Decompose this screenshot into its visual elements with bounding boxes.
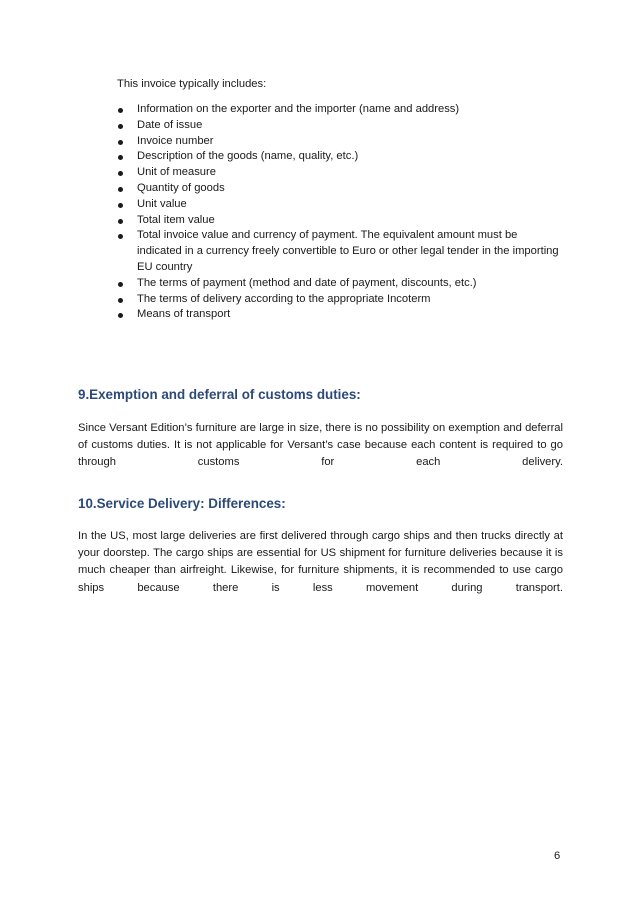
bullet-icon bbox=[118, 313, 123, 318]
list-item: Quantity of goods bbox=[118, 181, 563, 197]
bullet-icon bbox=[118, 203, 123, 208]
bullet-icon bbox=[118, 171, 123, 176]
invoice-intro-text: This invoice typically includes: bbox=[117, 78, 267, 90]
bullet-icon bbox=[118, 140, 123, 145]
bullet-icon bbox=[118, 108, 123, 113]
bullet-icon bbox=[118, 187, 123, 192]
bullet-icon bbox=[118, 124, 123, 129]
section-10-heading: 10.Service Delivery: Differences: bbox=[78, 496, 286, 511]
bullet-icon bbox=[118, 234, 123, 239]
bullet-icon bbox=[118, 298, 123, 303]
invoice-contents-list bbox=[118, 102, 563, 323]
bullet-icon bbox=[118, 219, 123, 224]
page-number: 6 bbox=[554, 850, 561, 862]
list-item: The terms of payment (method and date of payment, discounts, etc.) bbox=[118, 276, 563, 292]
list-item: Total item value bbox=[118, 213, 563, 229]
bullet-icon bbox=[118, 282, 123, 287]
list-item: Description of the goods (name, quality, etc.) bbox=[118, 149, 563, 165]
list-item: Unit value bbox=[118, 197, 563, 213]
list-item: Means of transport bbox=[118, 307, 563, 323]
section-10-body: In the US, most large deliveries are first delivered through cargo ships and then trucks directly at your doorstep. The cargo ships are essential for US shipment for furniture deliveries because it is much cheaper than airfreight. Likewise, for furniture shipments, it is recommended to use cargo ships because there is less movement during transport. bbox=[78, 530, 563, 594]
section-9-heading: 9.Exemption and deferral of customs duties: bbox=[78, 387, 361, 402]
list-item: Unit of measure bbox=[118, 165, 563, 181]
list-item: Total invoice value and currency of payment. The equivalent amount must be indicated in a currency freely convertible to Euro or other legal tender in the importing EU country bbox=[118, 228, 563, 275]
bullet-icon bbox=[118, 155, 123, 160]
list-item: Information on the exporter and the importer (name and address) bbox=[118, 102, 563, 118]
list-item: The terms of delivery according to the appropriate Incoterm bbox=[118, 292, 563, 308]
list-item: Invoice number bbox=[118, 134, 563, 150]
section-9-body: Since Versant Edition’s furniture are large in size, there is no possibility on exemption and deferral of customs duties. It is not applicable for Versant’s case because each content is required to go through customs for each delivery. bbox=[78, 422, 563, 469]
list-item: Date of issue bbox=[118, 118, 563, 134]
